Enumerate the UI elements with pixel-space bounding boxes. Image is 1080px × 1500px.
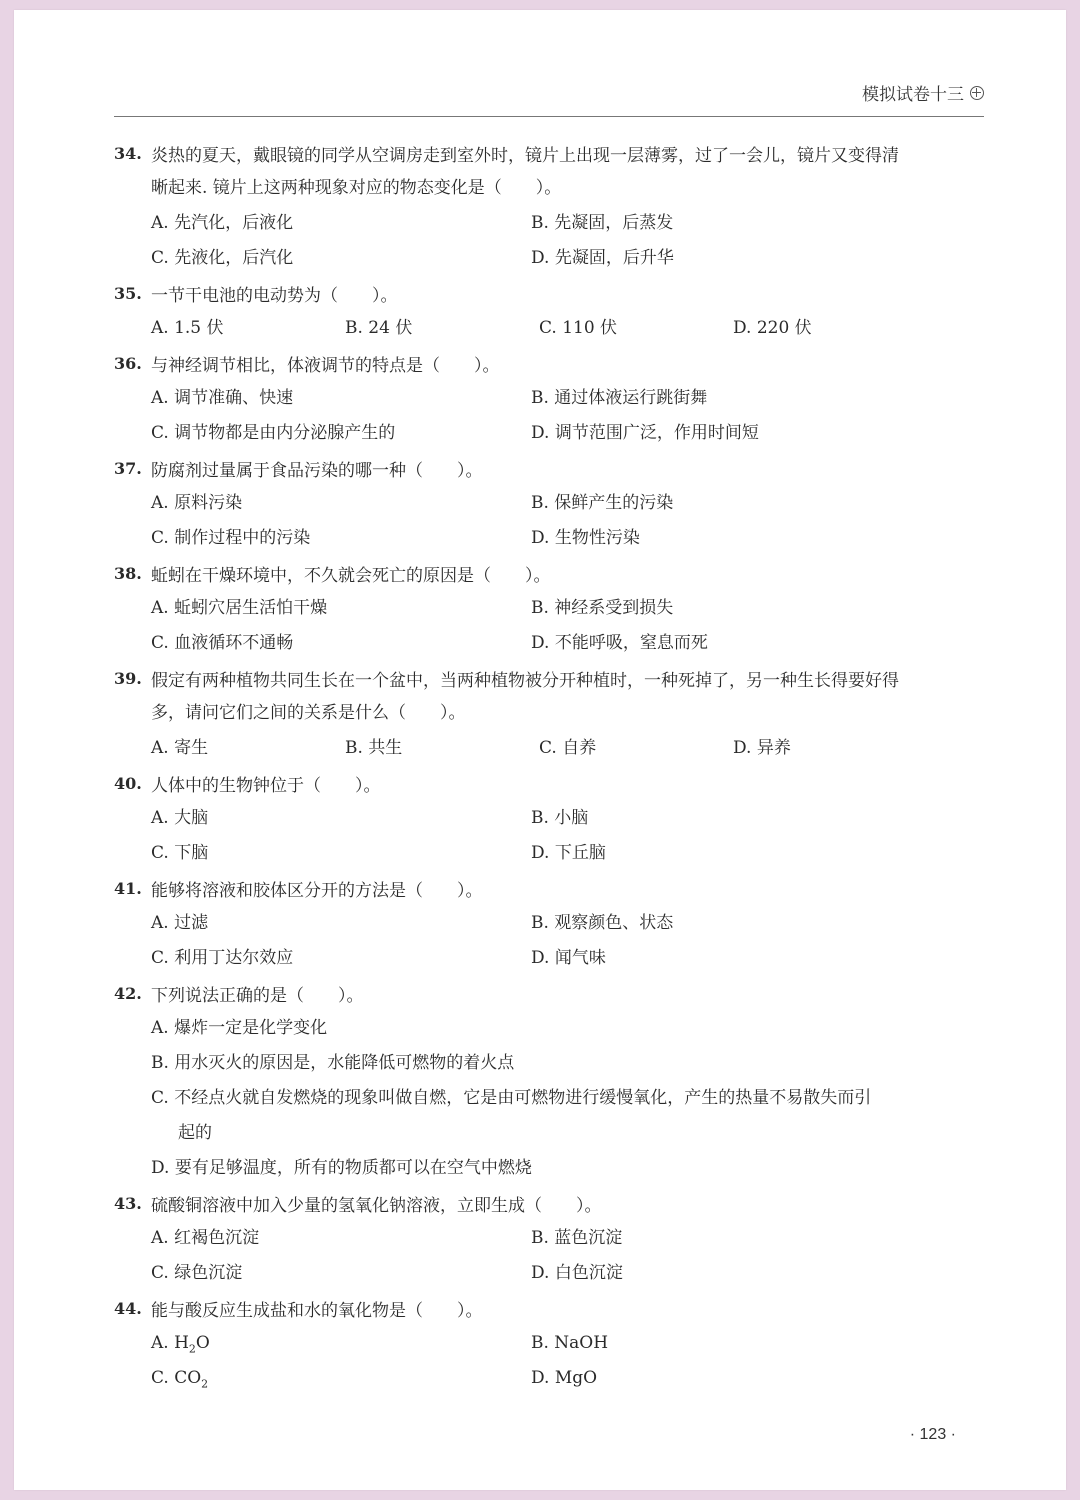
question-44: [114, 1291, 974, 1396]
option-b: B. 先凝固，后蒸发: [531, 213, 674, 233]
question-40: [114, 766, 974, 871]
option-c: C. 绿色沉淀: [151, 1263, 243, 1283]
option-a: A. 调节准确、快速: [151, 388, 294, 408]
option-d: D. 调节范围广泛，作用时间短: [531, 423, 759, 443]
question-42: [114, 976, 974, 1186]
option-b: B. 24 伏: [345, 318, 413, 338]
question-text: 一节干电池的电动势为（ ）。: [151, 286, 398, 306]
option-c: C. 110 伏: [539, 318, 618, 338]
question-38: [114, 556, 974, 661]
option-c: C. 下脑: [151, 843, 209, 863]
question-37: [114, 451, 974, 556]
question-number: 42.: [114, 984, 142, 1003]
question-number: 37.: [114, 459, 142, 478]
option-d: D. 生物性污染: [531, 528, 640, 548]
question-text: 能与酸反应生成盐和水的氧化物是（ ）。: [151, 1301, 483, 1321]
question-text-continued: 多，请问它们之间的关系是什么（ ）。: [151, 703, 466, 723]
option-a: A. 1.5 伏: [151, 318, 224, 338]
option-b: B. 观察颜色、状态: [531, 913, 674, 933]
question-text: 假定有两种植物共同生长在一个盆中，当两种植物被分开种植时，一种死掉了，另一种生长得要好得: [151, 671, 899, 691]
option-a: A. 先汽化，后液化: [151, 213, 294, 233]
header-title: [862, 80, 984, 105]
question-34: [114, 136, 974, 276]
option-a: A. 原料污染: [151, 493, 243, 513]
option-c-continued: 起的: [178, 1123, 212, 1143]
question-text: 能够将溶液和胶体区分开的方法是（ ）。: [151, 881, 483, 901]
question-number: 38.: [114, 564, 142, 583]
option-d: D. 下丘脑: [531, 843, 606, 863]
crosshair-icon: [970, 86, 984, 100]
option-c: C. 血液循环不通畅: [151, 633, 294, 653]
option-a: A. 寄生: [151, 738, 209, 758]
question-text: 下列说法正确的是（ ）。: [151, 986, 364, 1006]
option-a: A. 蚯蚓穴居生活怕干燥: [151, 598, 328, 618]
question-number: 41.: [114, 879, 142, 898]
question-list: [114, 136, 974, 1396]
question-41: [114, 871, 974, 976]
option-d: D. 不能呼吸，窒息而死: [531, 633, 708, 653]
option-c: C. 自养: [539, 738, 597, 758]
option-b: B. 用水灭火的原因是，水能降低可燃物的着火点: [151, 1053, 515, 1073]
header-title-text: 模拟试卷十三: [862, 85, 964, 105]
option-d: D. 220 伏: [733, 318, 812, 338]
option-a: A. 过滤: [151, 913, 209, 933]
question-43: [114, 1186, 974, 1291]
page-header: [114, 76, 984, 117]
question-number: 36.: [114, 354, 142, 373]
option-c: [151, 1361, 531, 1396]
question-text: 与神经调节相比，体液调节的特点是（ ）。: [151, 356, 500, 376]
option-a-text: A. H: [151, 1333, 189, 1353]
question-text-continued: 晰起来. 镜片上这两种现象对应的物态变化是（ ）。: [151, 178, 562, 198]
option-c-text: C. CO: [151, 1368, 202, 1388]
option-c: C. 调节物都是由内分泌腺产生的: [151, 423, 396, 443]
page-number: · 123 ·: [909, 1426, 956, 1443]
option-d: D. 白色沉淀: [531, 1263, 623, 1283]
option-c: C. 不经点火就自发燃烧的现象叫做自燃，它是由可燃物进行缓慢氧化，产生的热量不易散失而引: [151, 1088, 872, 1108]
option-a: A. 大脑: [151, 808, 209, 828]
option-c: C. 制作过程中的污染: [151, 528, 311, 548]
option-d: D. 异养: [733, 738, 791, 758]
question-39: [114, 661, 974, 766]
option-d: D. 先凝固，后升华: [531, 248, 674, 268]
question-text: 蚯蚓在干燥环境中，不久就会死亡的原因是（ ）。: [151, 566, 551, 586]
option-b: B. NaOH: [531, 1333, 609, 1353]
option-a: A. 红褐色沉淀: [151, 1228, 260, 1248]
option-b: B. 蓝色沉淀: [531, 1228, 623, 1248]
option-b: B. 通过体液运行跳街舞: [531, 388, 708, 408]
exam-page: [14, 10, 1066, 1490]
option-d: D. MgO: [531, 1368, 598, 1388]
question-35: [114, 276, 974, 346]
question-text: 防腐剂过量属于食品污染的哪一种（ ）。: [151, 461, 483, 481]
option-a-subscript: 2: [188, 1342, 196, 1356]
option-c-subscript: 2: [201, 1377, 209, 1391]
option-b: B. 神经系受到损失: [531, 598, 674, 618]
question-number: 39.: [114, 669, 142, 688]
option-a-suffix: O: [195, 1333, 210, 1353]
option-b: B. 共生: [345, 738, 403, 758]
question-number: 35.: [114, 284, 142, 303]
question-text: 硫酸铜溶液中加入少量的氢氧化钠溶液，立即生成（ ）。: [151, 1196, 602, 1216]
option-c: C. 先液化，后汽化: [151, 248, 294, 268]
question-36: [114, 346, 974, 451]
option-a: A. 爆炸一定是化学变化: [151, 1018, 328, 1038]
question-number: 40.: [114, 774, 142, 793]
question-text: 人体中的生物钟位于（ ）。: [151, 776, 381, 796]
option-b: B. 保鲜产生的污染: [531, 493, 674, 513]
option-a: [151, 1326, 531, 1361]
option-d: D. 闻气味: [531, 948, 606, 968]
option-d: D. 要有足够温度，所有的物质都可以在空气中燃烧: [151, 1158, 532, 1178]
option-c: C. 利用丁达尔效应: [151, 948, 294, 968]
question-number: 34.: [114, 144, 142, 163]
question-number: 43.: [114, 1194, 142, 1213]
question-text: 炎热的夏天，戴眼镜的同学从空调房走到室外时，镜片上出现一层薄雾，过了一会儿，镜片又变得清: [151, 146, 899, 166]
question-number: 44.: [114, 1299, 142, 1318]
option-b: B. 小脑: [531, 808, 589, 828]
